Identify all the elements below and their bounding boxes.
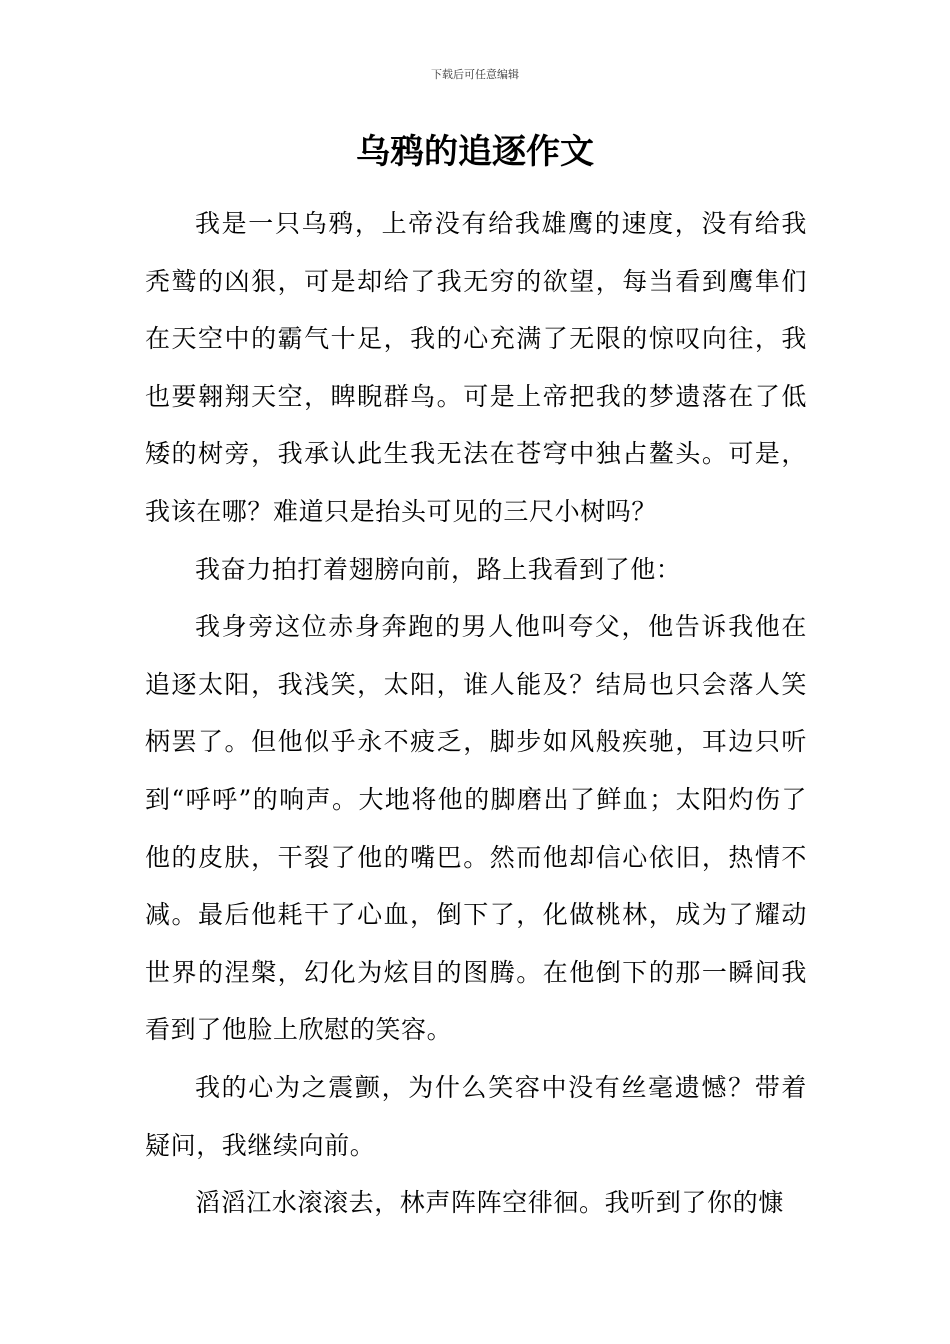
paragraph: 滔滔江水滚滚去，林声阵阵空徘徊。我听到了你的慷: [195, 1188, 784, 1218]
paragraph: 我的心为之震颤，为什么笑容中没有丝毫遗憾？带着疑问，我继续向前。: [145, 1072, 807, 1160]
header-note: 下载后可任意编辑: [431, 68, 519, 81]
paragraph: 我身旁这位赤身奔跑的男人他叫夸父，他告诉我他在追逐太阳，我浅笑，太阳，谁人能及？结局也只会落人笑柄罢了。但他似乎永不疲乏，脚步如风般疾驰，耳边只听到“呼呼”的响声。大地将他的脚磨出了鲜血；太阳灼伤了他的皮肤，干裂了他的嘴巴。然而他却信心依旧，热情不减。最后他耗干了心血，倒下了，化做桃林，成为了耀动世界的涅槃，幻化为炫目的图腾。在他倒下的那一瞬间我看到了他脸上欣慰的笑容。: [145, 612, 807, 1045]
document-body: [145, 195, 807, 1232]
paragraph: 我是一只乌鸦，上帝没有给我雄鹰的速度，没有给我秃鹫的凶狠，可是却给了我无穷的欲望，每当看到鹰隼们在天空中的霸气十足，我的心充满了无限的惊叹向往，我也要翱翔天空，睥睨群鸟。可是上帝把我的梦遗落在了低矮的树旁，我承认此生我无法在苍穹中独占鳌头。可是，我该在哪？难道只是抬头可见的三尺小树吗？: [145, 209, 807, 526]
paragraph: 我奋力拍打着翅膀向前，路上我看到了他：: [195, 554, 682, 584]
document-title: 乌鸦的追逐作文: [356, 132, 594, 172]
